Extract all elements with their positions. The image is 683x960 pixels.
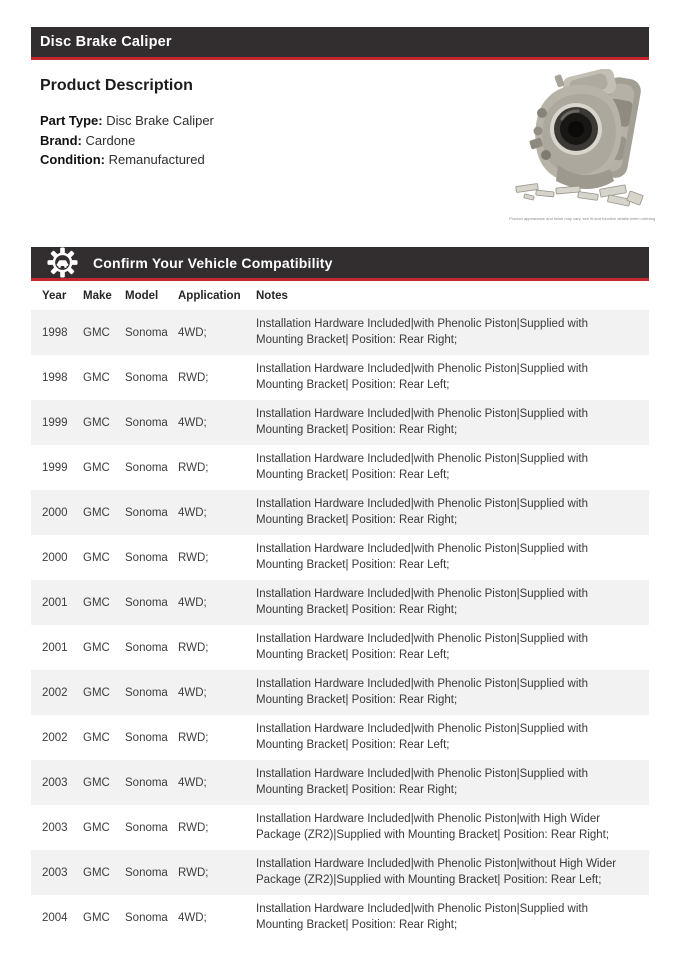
cell-year: 1998 xyxy=(42,326,68,339)
cell-notes: Installation Hardware Included|with Phenolic Piston|without High Wider Package (ZR2)|Supplied with Mounting Bracket| Position: Rear Left; xyxy=(256,858,617,886)
cell-application: 4WD; xyxy=(178,326,207,339)
table-row xyxy=(31,715,649,760)
compatibility-title: Confirm Your Vehicle Compatibility xyxy=(93,254,333,271)
column-header-model: Model xyxy=(125,289,159,302)
cell-year: 2003 xyxy=(42,776,68,789)
column-header-make: Make xyxy=(83,289,112,302)
gear-vehicle-icon xyxy=(47,247,78,278)
cell-notes: Installation Hardware Included|with Phenolic Piston|Supplied with Mounting Bracket| Position: Rear Left; xyxy=(256,363,588,391)
cell-year: 2004 xyxy=(42,911,68,924)
cell-model: Sonoma xyxy=(125,596,168,609)
cell-model: Sonoma xyxy=(125,866,168,879)
column-header-application: Application xyxy=(178,289,241,302)
cell-year: 2002 xyxy=(42,731,68,744)
cell-application: RWD; xyxy=(178,731,209,744)
cell-notes: Installation Hardware Included|with Phenolic Piston|Supplied with Mounting Bracket| Position: Rear Left; xyxy=(256,543,588,571)
cell-application: RWD; xyxy=(178,866,209,879)
cell-notes: Installation Hardware Included|with Phenolic Piston|Supplied with Mounting Bracket| Position: Rear Right; xyxy=(256,408,588,436)
cell-make: GMC xyxy=(83,731,110,744)
cell-notes: Installation Hardware Included|with Phenolic Piston|Supplied with Mounting Bracket| Position: Rear Left; xyxy=(256,723,588,751)
cell-application: RWD; xyxy=(178,821,209,834)
product-image xyxy=(509,69,655,227)
cell-make: GMC xyxy=(83,866,110,879)
cell-make: GMC xyxy=(83,596,110,609)
cell-model: Sonoma xyxy=(125,551,168,564)
table-header-row xyxy=(31,281,649,310)
cell-notes: Installation Hardware Included|with Phenolic Piston|Supplied with Mounting Bracket| Position: Rear Right; xyxy=(256,678,588,706)
cell-model: Sonoma xyxy=(125,416,168,429)
cell-notes: Installation Hardware Included|with Phenolic Piston|with High Wider Package (ZR2)|Supplied with Mounting Bracket| Position: Rear Right; xyxy=(256,813,610,841)
cell-notes: Installation Hardware Included|with Phenolic Piston|Supplied with Mounting Bracket| Position: Rear Left; xyxy=(256,633,588,661)
product-title-bar xyxy=(31,27,649,60)
cell-make: GMC xyxy=(83,776,110,789)
table-row xyxy=(31,355,649,400)
table-row xyxy=(31,445,649,490)
cell-application: 4WD; xyxy=(178,776,207,789)
table-row xyxy=(31,895,649,940)
cell-make: GMC xyxy=(83,326,110,339)
cell-model: Sonoma xyxy=(125,911,168,924)
product-description-section xyxy=(31,63,656,247)
cell-notes: Installation Hardware Included|with Phenolic Piston|Supplied with Mounting Bracket| Position: Rear Right; xyxy=(256,498,588,526)
cell-application: 4WD; xyxy=(178,596,207,609)
table-row xyxy=(31,850,649,895)
cell-model: Sonoma xyxy=(125,326,168,339)
column-header-notes: Notes xyxy=(256,289,288,302)
spec-label: Condition: xyxy=(40,152,105,167)
spec-value: Disc Brake Caliper xyxy=(106,113,214,128)
table-row xyxy=(31,580,649,625)
cell-model: Sonoma xyxy=(125,506,168,519)
cell-model: Sonoma xyxy=(125,641,168,654)
cell-year: 1998 xyxy=(42,371,68,384)
table-row xyxy=(31,310,649,355)
table-row xyxy=(31,805,649,850)
cell-notes: Installation Hardware Included|with Phenolic Piston|Supplied with Mounting Bracket| Position: Rear Right; xyxy=(256,588,588,616)
cell-make: GMC xyxy=(83,416,110,429)
cell-year: 2001 xyxy=(42,641,68,654)
cell-application: 4WD; xyxy=(178,416,207,429)
product-image-caption: Product appearance and finish may vary, see fit and function details when ordering xyxy=(509,216,656,221)
cell-application: RWD; xyxy=(178,461,209,474)
table-row xyxy=(31,535,649,580)
cell-application: RWD; xyxy=(178,551,209,564)
cell-year: 2003 xyxy=(42,821,68,834)
spec-label: Brand: xyxy=(40,132,82,148)
cell-year: 2002 xyxy=(42,686,68,699)
cell-make: GMC xyxy=(83,686,110,699)
table-row xyxy=(31,670,649,715)
cell-year: 2000 xyxy=(42,506,68,519)
cell-make: GMC xyxy=(83,461,110,474)
cell-notes: Installation Hardware Included|with Phenolic Piston|Supplied with Mounting Bracket| Position: Rear Left; xyxy=(256,453,588,481)
cell-notes: Installation Hardware Included|with Phenolic Piston|Supplied with Mounting Bracket| Position: Rear Right; xyxy=(256,318,588,346)
cell-make: GMC xyxy=(83,911,110,924)
page-title: Disc Brake Caliper xyxy=(40,34,172,50)
table-row xyxy=(31,625,649,670)
cell-notes: Installation Hardware Included|with Phenolic Piston|Supplied with Mounting Bracket| Position: Rear Right; xyxy=(256,903,588,931)
spec-value: Cardone xyxy=(85,132,136,148)
table-row xyxy=(31,400,649,445)
vehicle-compatibility-section xyxy=(31,247,649,940)
cell-application: 4WD; xyxy=(178,911,207,924)
cell-application: RWD; xyxy=(178,641,209,654)
cell-make: GMC xyxy=(83,551,110,564)
compatibility-header xyxy=(31,247,649,281)
table-row xyxy=(31,760,649,805)
cell-application: 4WD; xyxy=(178,686,207,699)
cell-application: RWD; xyxy=(178,371,209,384)
column-header-year: Year xyxy=(42,289,67,302)
cell-model: Sonoma xyxy=(125,821,168,834)
cell-year: 1999 xyxy=(42,461,68,474)
product-description-heading: Product Description xyxy=(40,77,193,94)
cell-year: 2003 xyxy=(42,866,68,879)
cell-model: Sonoma xyxy=(125,731,168,744)
cell-model: Sonoma xyxy=(125,461,168,474)
cell-make: GMC xyxy=(83,821,110,834)
table-row xyxy=(31,490,649,535)
brake-caliper-photo xyxy=(512,69,652,215)
cell-year: 2001 xyxy=(42,596,68,609)
cell-application: 4WD; xyxy=(178,506,207,519)
cell-make: GMC xyxy=(83,506,110,519)
cell-make: GMC xyxy=(83,641,110,654)
cell-model: Sonoma xyxy=(125,686,168,699)
spec-value: Remanufactured xyxy=(108,152,205,167)
spec-label: Part Type: xyxy=(40,113,103,128)
cell-year: 1999 xyxy=(42,416,68,429)
cell-model: Sonoma xyxy=(125,371,168,384)
cell-make: GMC xyxy=(83,371,110,384)
table-body xyxy=(31,310,649,940)
cell-model: Sonoma xyxy=(125,776,168,789)
cell-year: 2000 xyxy=(42,551,68,564)
cell-notes: Installation Hardware Included|with Phenolic Piston|Supplied with Mounting Bracket| Position: Rear Right; xyxy=(256,768,588,796)
